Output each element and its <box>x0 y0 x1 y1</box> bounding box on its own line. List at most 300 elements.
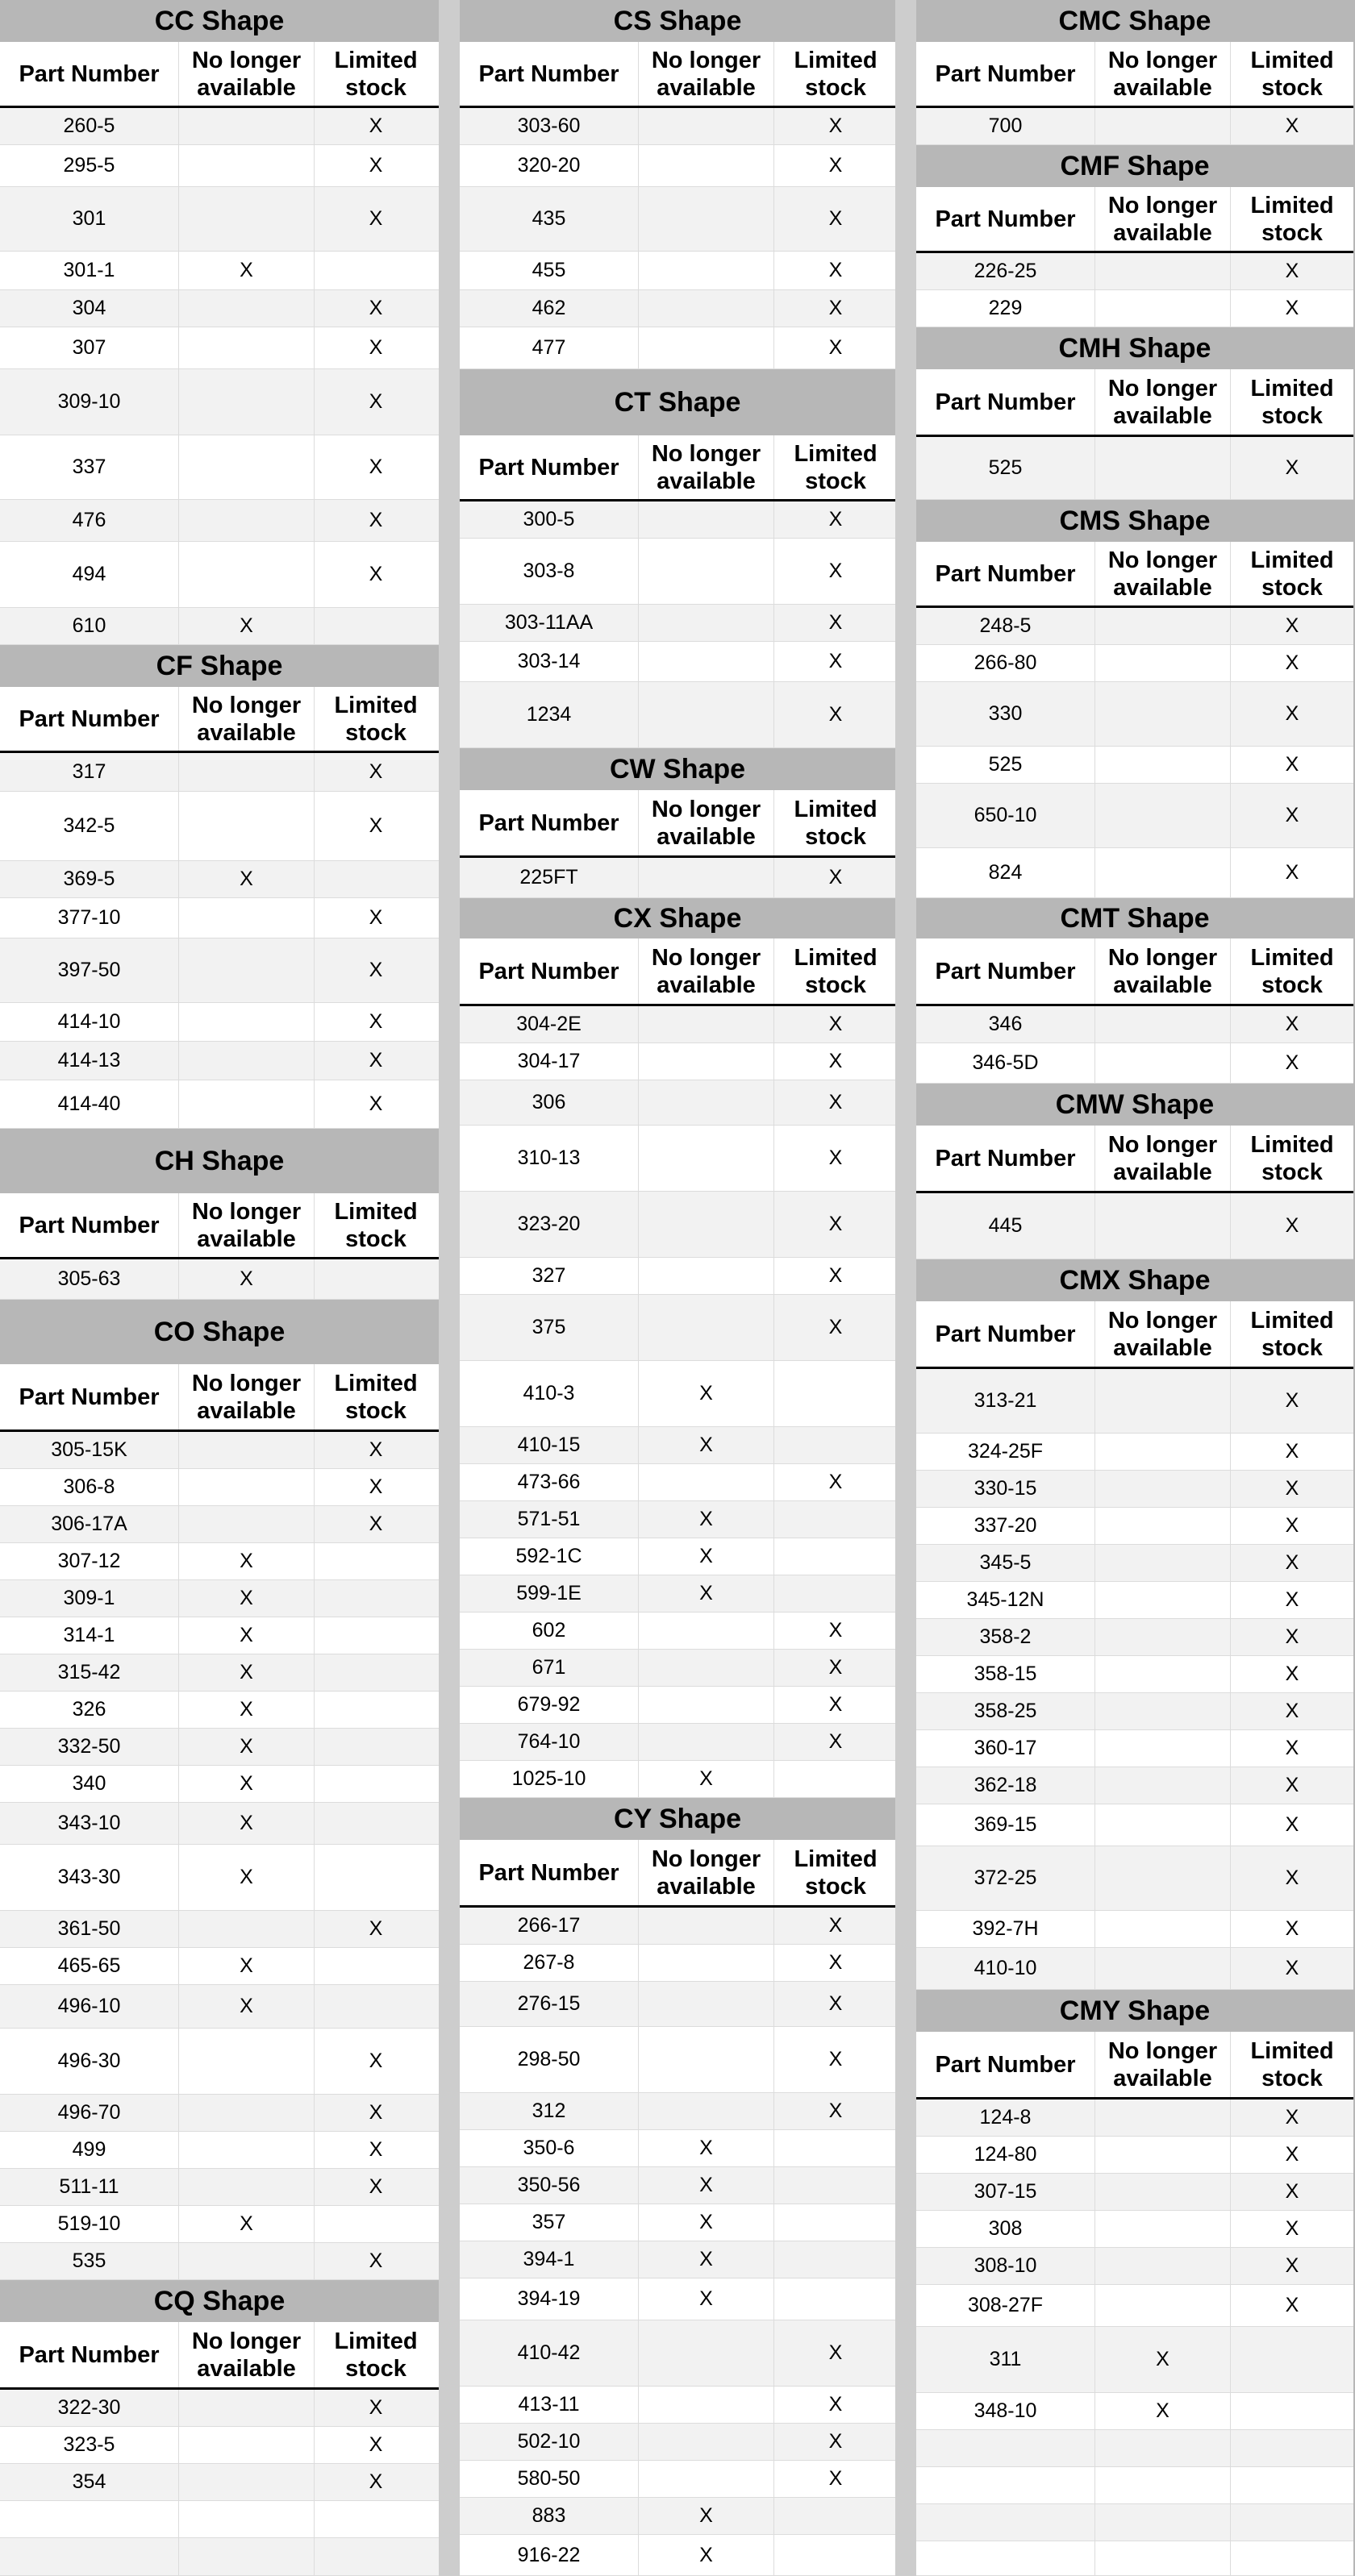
part-number-cell: 304 <box>0 290 179 327</box>
no-longer-available-cell <box>1095 1656 1231 1692</box>
table-row <box>916 290 1353 327</box>
limited-stock-cell: X <box>369 1049 383 1072</box>
header-limited-stock: Limited stock <box>334 2328 418 2382</box>
table-row <box>0 369 439 435</box>
part-number-cell: 307-15 <box>916 2174 1095 2210</box>
no-longer-available-cell <box>179 108 315 144</box>
part-number-cell: 358-25 <box>916 1693 1095 1729</box>
limited-stock-cell: X <box>1285 1700 1299 1722</box>
co-shape-title: CO Shape <box>0 1300 439 1364</box>
table-row <box>460 327 895 369</box>
cq-shape-title: CQ Shape <box>0 2280 439 2322</box>
table-row <box>0 435 439 500</box>
limited-stock-cell <box>315 1766 437 1802</box>
part-number-cell: 580-50 <box>460 2461 639 2497</box>
header-part-number: Part Number <box>460 1840 639 1905</box>
cw-shape-title: CW Shape <box>460 748 895 790</box>
part-number-cell: 358-2 <box>916 1619 1095 1655</box>
header-part-number: Part Number <box>916 938 1095 1004</box>
table-row <box>916 1656 1353 1693</box>
part-number-cell: 354 <box>0 2464 179 2500</box>
no-longer-available-cell: X <box>179 1580 315 1617</box>
limited-stock-cell: X <box>369 2249 383 2272</box>
table-row <box>460 501 895 539</box>
no-longer-available-cell <box>1095 2248 1231 2284</box>
no-longer-available-cell <box>179 145 315 186</box>
table-row <box>0 2169 439 2206</box>
header-no-longer-available: No longer available <box>1095 369 1231 435</box>
table-row <box>0 1948 439 1985</box>
table-row <box>916 2430 1353 2467</box>
part-number-cell: 511-11 <box>0 2169 179 2205</box>
no-longer-available-cell <box>179 187 315 251</box>
part-number-cell: 346 <box>916 1006 1095 1042</box>
no-longer-available-cell: X <box>179 1803 315 1844</box>
no-longer-available-cell: X <box>179 252 315 289</box>
part-number-cell: 350-56 <box>460 2167 639 2204</box>
limited-stock-cell <box>315 1259 437 1299</box>
cmc-shape-header-row <box>916 42 1353 108</box>
part-number-cell: 394-19 <box>460 2278 639 2320</box>
table-row <box>0 2464 439 2501</box>
cf-shape-header-row <box>0 687 439 753</box>
cmw-shape-title: CMW Shape <box>916 1084 1353 1126</box>
no-longer-available-cell <box>1095 1693 1231 1729</box>
part-number-cell: 477 <box>460 327 639 368</box>
table-row <box>460 1080 895 1126</box>
header-limited-stock: Limited stock <box>1250 192 1334 246</box>
no-longer-available-cell: X <box>639 1427 774 1463</box>
no-longer-available-cell <box>1095 784 1231 847</box>
limited-stock-cell: X <box>369 2470 383 2493</box>
limited-stock-cell: X <box>369 1438 383 1461</box>
no-longer-available-cell: X <box>179 1617 315 1654</box>
cmy-shape-title: CMY Shape <box>916 1990 1353 2032</box>
no-longer-available-cell <box>639 2320 774 2386</box>
no-longer-available-cell <box>639 327 774 368</box>
table-row <box>460 2461 895 2498</box>
no-longer-available-cell <box>1095 608 1231 644</box>
table-row <box>0 1580 439 1617</box>
no-longer-available-cell <box>639 1908 774 1944</box>
no-longer-available-cell <box>1095 2467 1231 2503</box>
limited-stock-cell: X <box>828 259 843 281</box>
limited-stock-cell: X <box>828 2467 843 2490</box>
limited-stock-cell: X <box>369 390 383 413</box>
table-row <box>0 1432 439 1469</box>
part-number-cell: 494 <box>0 542 179 607</box>
no-longer-available-cell <box>179 1469 315 1505</box>
no-longer-available-cell <box>179 1042 315 1080</box>
limited-stock-cell: X <box>828 650 843 672</box>
table-row <box>916 1545 1353 1582</box>
limited-stock-cell: X <box>369 2050 383 2072</box>
limited-stock-cell <box>774 1538 897 1575</box>
part-number-cell: 610 <box>0 608 179 644</box>
no-longer-available-cell <box>1095 682 1231 746</box>
no-longer-available-cell <box>639 1192 774 1257</box>
no-longer-available-cell: X <box>179 1985 315 2028</box>
table-row <box>460 1126 895 1192</box>
no-longer-available-cell <box>639 290 774 327</box>
no-longer-available-cell <box>179 2390 315 2426</box>
limited-stock-cell <box>1231 2327 1353 2392</box>
part-number-cell: 295-5 <box>0 145 179 186</box>
cms-shape-header-row <box>916 542 1353 608</box>
no-longer-available-cell <box>639 1724 774 1760</box>
part-number-cell: 397-50 <box>0 938 179 1002</box>
no-longer-available-cell <box>179 327 315 368</box>
no-longer-available-cell <box>1095 1730 1231 1767</box>
table-row <box>0 1003 439 1042</box>
limited-stock-cell: X <box>369 456 383 478</box>
part-number-cell: 267-8 <box>460 1945 639 1981</box>
table-row <box>460 1043 895 1080</box>
no-longer-available-cell: X <box>639 1575 774 1612</box>
table-row <box>460 1908 895 1945</box>
cms-shape-title: CMS Shape <box>916 500 1353 542</box>
part-number-cell: 342-5 <box>0 792 179 860</box>
cmh-shape-header-row <box>916 369 1353 437</box>
limited-stock-cell: X <box>1285 1774 1299 1796</box>
ch-shape-title: CH Shape <box>0 1129 439 1193</box>
part-number-cell: 312 <box>460 2093 639 2129</box>
limited-stock-cell <box>774 2278 897 2320</box>
header-limited-stock: Limited stock <box>1250 1307 1334 1361</box>
part-number-cell: 360-17 <box>916 1730 1095 1767</box>
table-row <box>916 1911 1353 1948</box>
no-longer-available-cell <box>1095 1911 1231 1947</box>
table-row <box>916 784 1353 848</box>
part-number-cell: 309-1 <box>0 1580 179 1617</box>
header-no-longer-available: No longer available <box>639 435 774 499</box>
no-longer-available-cell <box>1095 848 1231 897</box>
table-row <box>460 2424 895 2461</box>
part-number-cell: 502-10 <box>460 2424 639 2460</box>
no-longer-available-cell: X <box>179 1259 315 1299</box>
no-longer-available-cell <box>1095 1846 1231 1910</box>
part-number-cell: 337-20 <box>916 1508 1095 1544</box>
limited-stock-cell: X <box>828 703 843 726</box>
part-number-cell: 346-5D <box>916 1043 1095 1083</box>
header-no-longer-available: No longer available <box>639 1840 774 1905</box>
table-row <box>0 2390 439 2427</box>
table-row <box>460 2027 895 2093</box>
no-longer-available-cell <box>1095 1434 1231 1470</box>
limited-stock-cell <box>315 1948 437 1984</box>
ct-shape-title: CT Shape <box>460 369 895 435</box>
no-longer-available-cell <box>639 682 774 747</box>
limited-stock-cell: X <box>369 2138 383 2161</box>
cx-shape-header-row <box>460 938 895 1006</box>
part-number-cell: 377-10 <box>0 898 179 938</box>
limited-stock-cell <box>315 2538 437 2575</box>
no-longer-available-cell <box>639 1464 774 1500</box>
no-longer-available-cell: X <box>639 2130 774 2166</box>
no-longer-available-cell <box>179 792 315 860</box>
no-longer-available-cell <box>1095 1043 1231 1083</box>
limited-stock-cell: X <box>369 1475 383 1498</box>
part-number-cell: 414-13 <box>0 1042 179 1080</box>
cf-shape-title: CF Shape <box>0 645 439 687</box>
table-row <box>916 1508 1353 1545</box>
ct-shape-header-row <box>460 435 895 501</box>
limited-stock-cell: X <box>828 1213 843 1235</box>
limited-stock-cell: X <box>369 760 383 783</box>
table-row <box>0 1729 439 1766</box>
limited-stock-cell: X <box>369 154 383 177</box>
limited-stock-cell: X <box>369 814 383 837</box>
no-longer-available-cell <box>639 2093 774 2129</box>
table-row <box>460 1192 895 1258</box>
no-longer-available-cell <box>1095 645 1231 681</box>
limited-stock-cell: X <box>828 336 843 359</box>
no-longer-available-cell <box>179 1911 315 1947</box>
limited-stock-cell: X <box>828 2048 843 2070</box>
part-number-cell: 414-10 <box>0 1003 179 1041</box>
table-row <box>0 898 439 938</box>
part-number-cell: 361-50 <box>0 1911 179 1947</box>
no-longer-available-cell <box>639 2461 774 2497</box>
table-row <box>460 1464 895 1501</box>
table-row <box>460 2241 895 2278</box>
limited-stock-cell <box>315 1803 437 1844</box>
no-longer-available-cell <box>639 2027 774 2092</box>
table-row <box>460 1761 895 1798</box>
limited-stock-cell <box>774 2167 897 2204</box>
limited-stock-cell: X <box>828 508 843 531</box>
limited-stock-cell: X <box>828 1091 843 1113</box>
table-row <box>0 1259 439 1300</box>
limited-stock-cell: X <box>1285 804 1299 826</box>
table-row <box>0 1911 439 1948</box>
limited-stock-cell: X <box>1285 114 1299 137</box>
no-longer-available-cell <box>179 435 315 499</box>
limited-stock-cell: X <box>369 336 383 359</box>
limited-stock-cell <box>774 1361 897 1426</box>
header-part-number: Part Number <box>0 2322 179 2387</box>
no-longer-available-cell <box>1095 2504 1231 2541</box>
part-number-cell: 307-12 <box>0 1543 179 1579</box>
no-longer-available-cell <box>639 501 774 538</box>
table-row <box>460 2387 895 2424</box>
cmc-shape-title: CMC Shape <box>916 0 1353 42</box>
table-row <box>0 145 439 187</box>
part-number-cell: 327 <box>460 1258 639 1294</box>
part-number-cell: 592-1C <box>460 1538 639 1575</box>
part-number-cell: 276-15 <box>460 1982 639 2026</box>
limited-stock-cell <box>315 1543 437 1579</box>
table-row <box>460 2167 895 2204</box>
header-no-longer-available: No longer available <box>179 42 315 106</box>
part-number-cell: 535 <box>0 2243 179 2279</box>
header-no-longer-available: No longer available <box>1095 187 1231 251</box>
cmx-shape-title: CMX Shape <box>916 1259 1353 1301</box>
limited-stock-cell <box>315 1985 437 2028</box>
table-row <box>916 2327 1353 2393</box>
header-limited-stock: Limited stock <box>334 1198 418 1252</box>
limited-stock-cell: X <box>1285 297 1299 319</box>
limited-stock-cell: X <box>369 1513 383 1535</box>
limited-stock-cell: X <box>828 2393 843 2416</box>
part-number-cell: 465-65 <box>0 1948 179 1984</box>
limited-stock-cell: X <box>828 611 843 634</box>
table-row <box>916 1846 1353 1911</box>
table-row <box>0 2538 439 2576</box>
part-number-cell: 679-92 <box>460 1687 639 1723</box>
limited-stock-cell: X <box>1285 1214 1299 1237</box>
limited-stock-cell <box>1231 2393 1353 2429</box>
limited-stock-cell: X <box>828 297 843 319</box>
table-row <box>460 1295 895 1361</box>
part-number-cell: 313-21 <box>916 1369 1095 1433</box>
part-number-cell: 343-30 <box>0 1845 179 1910</box>
part-number-cell: 266-80 <box>916 645 1095 681</box>
limited-stock-cell: X <box>1285 1389 1299 1412</box>
table-row <box>0 2501 439 2538</box>
table-row <box>0 1985 439 2029</box>
part-number-cell: 357 <box>460 2204 639 2241</box>
limited-stock-cell: X <box>369 1010 383 1033</box>
header-no-longer-available: No longer available <box>639 42 774 106</box>
limited-stock-cell: X <box>828 114 843 137</box>
part-number-cell: 496-70 <box>0 2095 179 2131</box>
cc-shape-header-row <box>0 42 439 108</box>
limited-stock-cell: X <box>369 906 383 929</box>
no-longer-available-cell <box>639 145 774 186</box>
limited-stock-cell: X <box>828 154 843 177</box>
no-longer-available-cell <box>639 187 774 251</box>
limited-stock-cell <box>774 2535 897 2575</box>
part-number-cell: 323-20 <box>460 1192 639 1257</box>
table-row <box>916 848 1353 898</box>
header-no-longer-available: No longer available <box>1095 1126 1231 1191</box>
no-longer-available-cell <box>179 753 315 791</box>
table-row <box>916 2504 1353 2541</box>
header-limited-stock: Limited stock <box>794 796 878 850</box>
no-longer-available-cell <box>179 2169 315 2205</box>
no-longer-available-cell <box>1095 2285 1231 2326</box>
no-longer-available-cell: X <box>639 2498 774 2534</box>
no-longer-available-cell <box>179 2243 315 2279</box>
header-no-longer-available: No longer available <box>179 1193 315 1257</box>
no-longer-available-cell <box>639 1080 774 1125</box>
table-row <box>0 753 439 792</box>
table-row <box>460 145 895 187</box>
no-longer-available-cell <box>179 2427 315 2463</box>
no-longer-available-cell <box>639 1295 774 1360</box>
limited-stock-cell: X <box>828 1992 843 2015</box>
limited-stock-cell: X <box>828 2100 843 2122</box>
no-longer-available-cell <box>179 1003 315 1041</box>
cmf-shape-title: CMF Shape <box>916 145 1353 187</box>
table-row <box>916 108 1353 145</box>
part-number-cell: 300-5 <box>460 501 639 538</box>
limited-stock-cell: X <box>828 207 843 230</box>
no-longer-available-cell <box>179 1080 315 1128</box>
part-number-cell: 340 <box>0 1766 179 1802</box>
table-row <box>916 1948 1353 1990</box>
part-number-cell: 369-5 <box>0 861 179 897</box>
table-row <box>0 108 439 145</box>
limited-stock-cell: X <box>828 1013 843 1035</box>
limited-stock-cell <box>315 2501 437 2537</box>
no-longer-available-cell: X <box>1095 2393 1231 2429</box>
cmt-shape-header-row <box>916 938 1353 1006</box>
table-row <box>916 645 1353 682</box>
header-limited-stock: Limited stock <box>794 944 878 998</box>
limited-stock-cell: X <box>1285 1051 1299 1074</box>
limited-stock-cell <box>315 1617 437 1654</box>
limited-stock-cell: X <box>1285 1625 1299 1648</box>
limited-stock-cell: X <box>369 114 383 137</box>
no-longer-available-cell: X <box>639 2535 774 2575</box>
table-row <box>0 2427 439 2464</box>
part-number-cell: 410-3 <box>460 1361 639 1426</box>
header-part-number: Part Number <box>460 938 639 1004</box>
header-part-number: Part Number <box>916 369 1095 435</box>
limited-stock-cell <box>774 2204 897 2241</box>
table-row <box>916 2211 1353 2248</box>
part-number-cell: 306 <box>460 1080 639 1125</box>
part-number-cell: 414-40 <box>0 1080 179 1128</box>
table-row <box>916 2100 1353 2137</box>
no-longer-available-cell <box>179 2538 315 2575</box>
limited-stock-cell: X <box>1285 1013 1299 1035</box>
part-number-cell: 301 <box>0 187 179 251</box>
part-number-cell <box>0 2501 179 2537</box>
limited-stock-cell: X <box>1285 1957 1299 1979</box>
table-row <box>0 252 439 290</box>
limited-stock-cell: X <box>1285 1737 1299 1759</box>
no-longer-available-cell: X <box>639 1761 774 1797</box>
table-row <box>0 1654 439 1692</box>
part-number-cell: 496-30 <box>0 2029 179 2094</box>
no-longer-available-cell <box>1095 1508 1231 1544</box>
header-limited-stock: Limited stock <box>1250 47 1334 101</box>
part-number-cell: 124-80 <box>916 2137 1095 2173</box>
part-number-cell <box>916 2467 1095 2503</box>
table-row <box>916 2285 1353 2327</box>
no-longer-available-cell <box>1095 1767 1231 1804</box>
no-longer-available-cell: X <box>639 2204 774 2241</box>
no-longer-available-cell <box>179 2029 315 2094</box>
ch-shape-header-row <box>0 1193 439 1259</box>
limited-stock-cell <box>315 1729 437 1765</box>
limited-stock-cell <box>774 1575 897 1612</box>
part-number-cell: 476 <box>0 500 179 541</box>
limited-stock-cell <box>315 1580 437 1617</box>
header-no-longer-available: No longer available <box>1095 2032 1231 2097</box>
header-part-number: Part Number <box>460 435 639 499</box>
header-limited-stock: Limited stock <box>794 1846 878 1900</box>
cq-shape-header-row <box>0 2322 439 2390</box>
part-number-cell: 229 <box>916 290 1095 327</box>
table-row <box>460 1538 895 1575</box>
table-row <box>0 792 439 861</box>
limited-stock-cell: X <box>828 560 843 582</box>
no-longer-available-cell: X <box>639 1538 774 1575</box>
limited-stock-cell: X <box>828 1050 843 1072</box>
limited-stock-cell: X <box>828 1693 843 1716</box>
no-longer-available-cell <box>1095 1582 1231 1618</box>
limited-stock-cell <box>1231 2467 1353 2503</box>
limited-stock-cell <box>774 2241 897 2278</box>
header-part-number: Part Number <box>0 1193 179 1257</box>
table-row <box>460 2093 895 2130</box>
table-row <box>0 2132 439 2169</box>
no-longer-available-cell <box>179 898 315 938</box>
